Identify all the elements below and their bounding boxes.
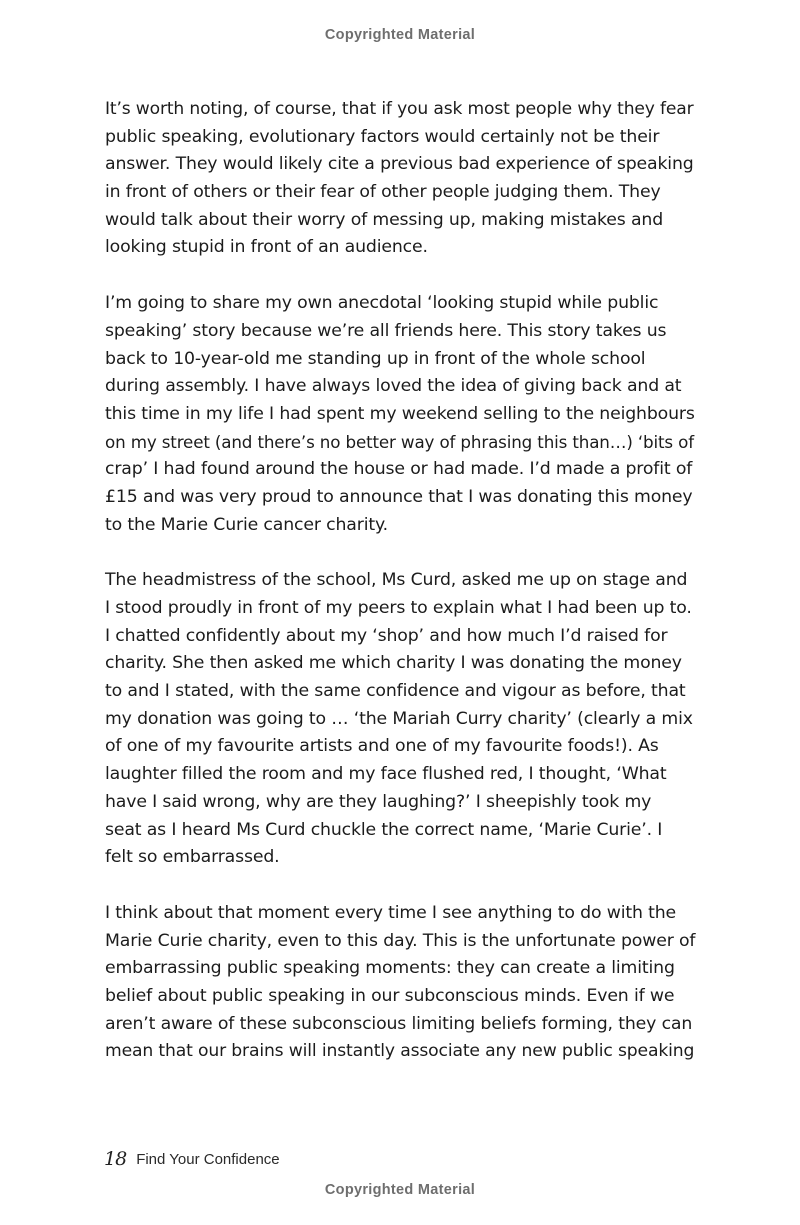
running-title: Find Your Confidence bbox=[136, 1150, 280, 1168]
text-line: mean that our brains will instantly associate any new public speaking bbox=[105, 1041, 695, 1062]
text-line: I chatted confidently about my ‘shop’ and how much I’d raised for bbox=[105, 625, 668, 646]
page-number: 18 bbox=[104, 1148, 127, 1170]
text-line: this time in my life I had spent my weekend selling to the neighbours bbox=[105, 403, 695, 424]
text-line: to and I stated, with the same confidence and vigour as before, that bbox=[105, 681, 686, 702]
text-line: belief about public speaking in our subconscious minds. Even if we bbox=[105, 985, 675, 1006]
text-line: Marie Curie charity, even to this day. This is the unfortunate power of bbox=[105, 930, 696, 951]
text-line: charity. She then asked me which charity I was donating the money bbox=[105, 653, 682, 674]
page-footer bbox=[104, 1145, 280, 1173]
text-line: to the Marie Curie cancer charity. bbox=[105, 514, 388, 535]
text-line: It’s worth noting, of course, that if you ask most people why they fear bbox=[105, 99, 694, 119]
paragraph-2 bbox=[105, 290, 697, 539]
text-line: back to 10-year-old me standing up in front of the whole school bbox=[105, 348, 646, 369]
text-line: looking stupid in front of an audience. bbox=[105, 237, 428, 258]
text-line: during assembly. I have always loved the idea of giving back and at bbox=[105, 376, 682, 397]
text-line: £15 and was very proud to announce that I was donating this money bbox=[105, 486, 693, 507]
text-line: of one of my favourite artists and one of my favourite foods!). As bbox=[105, 736, 659, 757]
paragraph-3 bbox=[105, 567, 697, 872]
text-line: would talk about their worry of messing up, making mistakes and bbox=[105, 209, 664, 230]
text-line: answer. They would likely cite a previous bad experience of speaking bbox=[105, 154, 694, 175]
text-line: embarrassing public speaking moments: they can create a limiting bbox=[105, 958, 675, 979]
text-line: The headmistress of the school, Ms Curd, asked me up on stage and bbox=[105, 570, 688, 591]
body-text bbox=[105, 96, 697, 1094]
text-line: I’m going to share my own anecdotal ‘looking stupid while public bbox=[105, 293, 659, 314]
text-line: laughter filled the room and my face flushed red, I thought, ‘What bbox=[105, 764, 667, 785]
text-line: seat as I heard Ms Curd chuckle the correct name, ‘Marie Curie’. I bbox=[105, 819, 663, 840]
paragraph-1 bbox=[105, 96, 697, 262]
text-line: felt so embarrassed. bbox=[105, 847, 280, 868]
text-line: speaking’ story because we’re all friends here. This story takes us bbox=[105, 320, 667, 341]
copyright-notice-bottom: Copyrighted Material bbox=[324, 1182, 476, 1198]
text-line: on my street (and there’s no better way of phrasing this than…) ‘bits of bbox=[105, 431, 694, 452]
text-line: my donation was going to … ‘the Mariah Curry charity’ (clearly a mix bbox=[105, 708, 693, 729]
text-line: public speaking, evolutionary factors would certainly not be their bbox=[105, 126, 660, 147]
copyright-notice-top: Copyrighted Material bbox=[324, 27, 476, 43]
text-line: I stood proudly in front of my peers to explain what I had been up to. bbox=[105, 598, 692, 618]
text-line: aren’t aware of these subconscious limiting beliefs forming, they can bbox=[105, 1013, 693, 1034]
text-line: have I said wrong, why are they laughing?’ I sheepishly took my bbox=[105, 791, 652, 812]
text-line: crap’ I had found around the house or had made. I’d made a profit of bbox=[105, 459, 693, 480]
paragraph-4 bbox=[105, 900, 697, 1066]
text-line: I think about that moment every time I see anything to do with the bbox=[105, 902, 677, 923]
text-line: in front of others or their fear of other people judging them. They bbox=[105, 182, 661, 203]
